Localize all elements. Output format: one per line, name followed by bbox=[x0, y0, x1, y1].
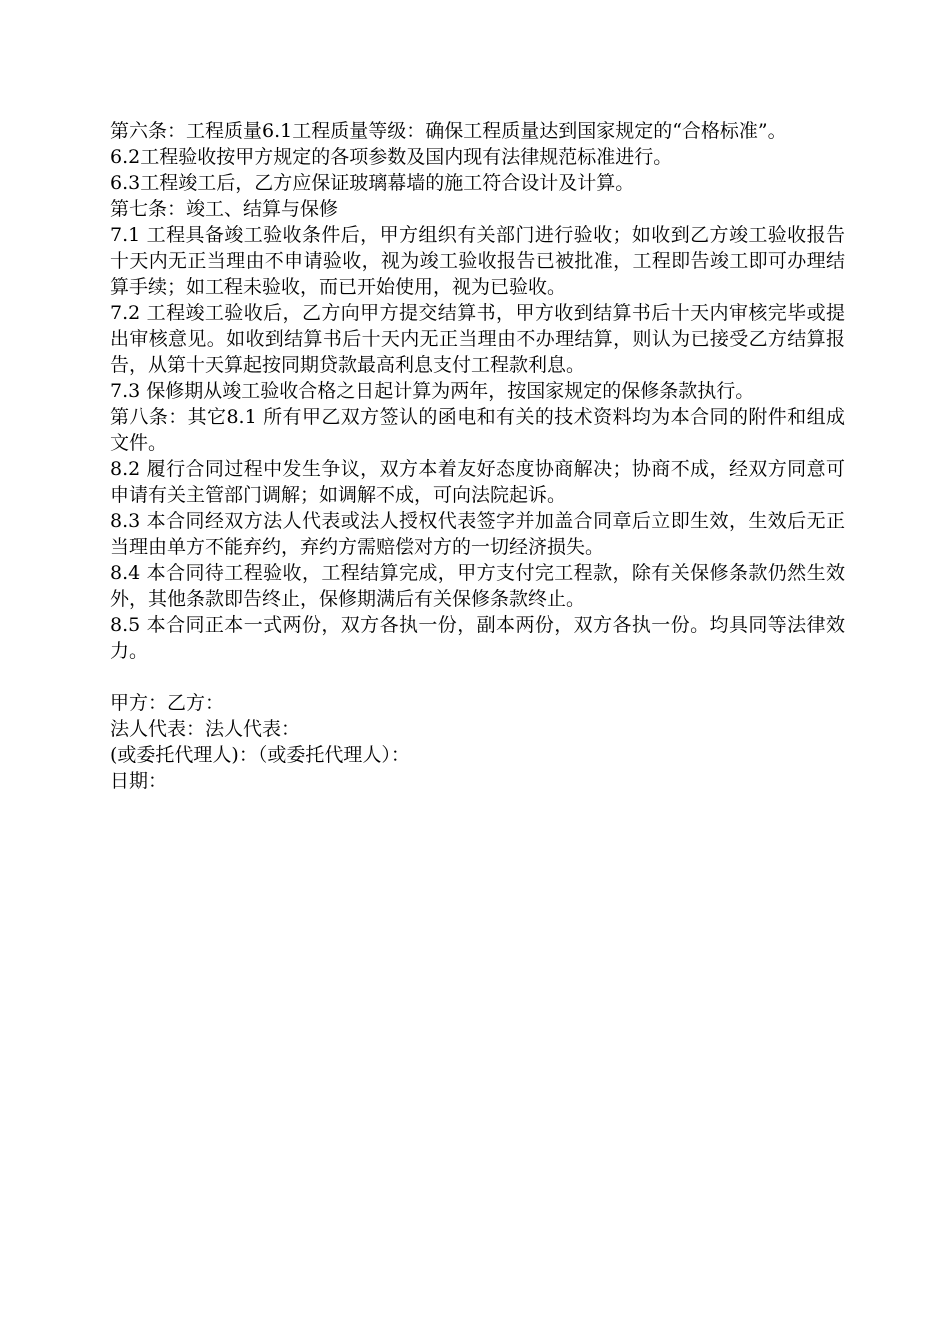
clause-7-heading: 第七条：竣工、结算与保修 bbox=[110, 198, 339, 220]
clause-7-1: 7.1 工程具备竣工验收条件后，甲方组织有关部门进行验收；如收到乙方竣工验收报告十天内无正当理由不申请验收，视为竣工验收报告已被批准，工程即告竣工即可办理结算手续；如工程未验收，而已开始使用，视为已验收。 bbox=[110, 224, 845, 298]
clause-8-5: 8.5 本合同正本一式两份，双方各执一份，副本两份，双方各执一份。均具同等法律效力。 bbox=[110, 614, 845, 662]
clause-8-4: 8.4 本合同待工程验收，工程结算完成，甲方支付完工程款，除有关保修条款仍然生效外，其他条款即告终止，保修期满后有关保修条款终止。 bbox=[110, 562, 845, 610]
clause-7-2: 7.2 工程竣工验收后，乙方向甲方提交结算书，甲方收到结算书后十天内审核完毕或提出审核意见。如收到结算书后十天内无正当理由不办理结算，则认为已接受乙方结算报告，从第十天算起按同期贷款最高利息支付工程款利息。 bbox=[110, 302, 845, 376]
contract-page bbox=[110, 118, 845, 794]
clause-6-3: 6.3工程竣工后，乙方应保证玻璃幕墙的施工符合设计及计算。 bbox=[110, 172, 635, 194]
signature-date: 日期： bbox=[110, 770, 168, 792]
clause-7-3: 7.3 保修期从竣工验收合格之日起计算为两年，按国家规定的保修条款执行。 bbox=[110, 380, 755, 402]
signature-legal-rep: 法人代表：法人代表： bbox=[110, 718, 301, 740]
spacer bbox=[110, 664, 845, 690]
signature-block bbox=[110, 690, 845, 794]
clause-8-3: 8.3 本合同经双方法人代表或法人授权代表签字并加盖合同章后立即生效，生效后无正当理由单方不能弃约，弃约方需赔偿对方的一切经济损失。 bbox=[110, 510, 845, 558]
signature-parties: 甲方：乙方： bbox=[110, 692, 225, 714]
clause-6-2: 6.2工程验收按甲方规定的各项参数及国内现有法律规范标准进行。 bbox=[110, 146, 673, 168]
clause-8-2: 8.2 履行合同过程中发生争议，双方本着友好态度协商解决；协商不成，经双方同意可申请有关主管部门调解；如调解不成，可向法院起诉。 bbox=[110, 458, 845, 506]
signature-agent: (或委托代理人)：（或委托代理人）： bbox=[110, 744, 410, 766]
clause-6-quality: 第六条：工程质量6.1工程质量等级：确保工程质量达到国家规定的“合格标准”。 bbox=[110, 120, 787, 142]
clause-8-1: 第八条：其它8.1 所有甲乙双方签认的函电和有关的技术资料均为本合同的附件和组成文件。 bbox=[110, 406, 845, 454]
